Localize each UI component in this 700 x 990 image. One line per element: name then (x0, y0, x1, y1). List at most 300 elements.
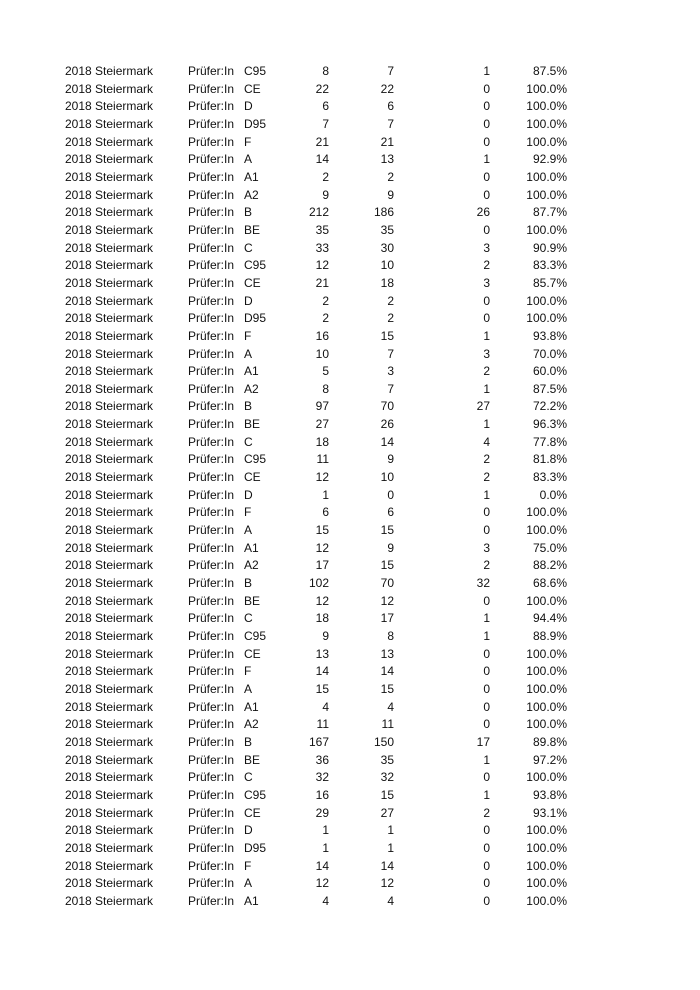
role-cell: Prüfer:In (188, 593, 235, 608)
year-region-cell: 2018 Steiermark (65, 205, 154, 220)
failed-cell: 0 (483, 134, 490, 149)
pass-rate-cell: 100.0% (526, 523, 567, 538)
license-class-cell: F (244, 858, 252, 873)
role-cell: Prüfer:In (188, 240, 235, 255)
table-row (0, 716, 700, 734)
pass-rate-cell: 100.0% (526, 505, 567, 520)
table-row (0, 840, 700, 858)
total-cell: 13 (315, 646, 329, 661)
total-cell: 22 (315, 81, 329, 96)
passed-cell: 26 (380, 417, 394, 432)
year-region-cell: 2018 Steiermark (65, 717, 154, 732)
license-class-cell: D (244, 823, 253, 838)
passed-cell: 8 (387, 629, 394, 643)
failed-cell: 0 (483, 293, 490, 308)
table-row (0, 275, 700, 293)
passed-cell: 18 (380, 275, 394, 290)
role-cell: Prüfer:In (188, 823, 235, 838)
total-cell: 35 (315, 222, 329, 237)
year-region-cell: 2018 Steiermark (65, 311, 154, 326)
table-row (0, 610, 700, 628)
license-class-cell: C95 (244, 64, 267, 78)
total-cell: 6 (322, 505, 329, 520)
total-cell: 1 (322, 840, 329, 855)
passed-cell: 12 (380, 593, 394, 608)
passed-cell: 3 (387, 364, 394, 379)
year-region-cell: 2018 Steiermark (65, 558, 154, 573)
year-region-cell: 2018 Steiermark (65, 64, 154, 78)
passed-cell: 14 (380, 664, 394, 679)
passed-cell: 6 (387, 505, 394, 520)
failed-cell: 0 (483, 169, 490, 184)
year-region-cell: 2018 Steiermark (65, 99, 154, 114)
table-row (0, 699, 700, 717)
total-cell: 10 (315, 346, 329, 361)
license-class-cell: A2 (244, 558, 259, 573)
pass-rate-cell: 83.3% (532, 470, 567, 485)
failed-cell: 0 (483, 840, 490, 855)
total-cell: 15 (315, 523, 329, 538)
table-row (0, 151, 700, 169)
pass-rate-cell: 87.7% (532, 205, 567, 220)
year-region-cell: 2018 Steiermark (65, 434, 154, 449)
total-cell: 12 (315, 470, 329, 485)
failed-cell: 0 (483, 116, 490, 131)
passed-cell: 7 (387, 116, 394, 131)
passed-cell: 4 (387, 893, 394, 908)
license-class-cell: A1 (244, 699, 259, 714)
role-cell: Prüfer:In (188, 293, 235, 308)
role-cell: Prüfer:In (188, 540, 235, 555)
failed-cell: 2 (483, 452, 490, 467)
failed-cell: 4 (483, 434, 490, 449)
passed-cell: 22 (380, 81, 394, 96)
pass-rate-cell: 100.0% (526, 187, 567, 202)
license-class-cell: A (244, 876, 253, 891)
role-cell: Prüfer:In (188, 505, 235, 520)
total-cell: 33 (315, 240, 329, 255)
table-row (0, 875, 700, 893)
license-class-cell: D (244, 99, 253, 114)
year-region-cell: 2018 Steiermark (65, 858, 154, 873)
table-row (0, 663, 700, 681)
license-class-cell: B (244, 576, 253, 591)
table-row (0, 381, 700, 399)
passed-cell: 10 (380, 258, 394, 273)
passed-cell: 30 (380, 240, 394, 255)
year-region-cell: 2018 Steiermark (65, 452, 154, 467)
total-cell: 97 (315, 399, 329, 414)
total-cell: 32 (315, 770, 329, 785)
role-cell: Prüfer:In (188, 664, 235, 679)
table-row (0, 293, 700, 311)
passed-cell: 2 (387, 311, 394, 326)
passed-cell: 150 (373, 734, 394, 749)
license-class-cell: BE (244, 222, 261, 237)
passed-cell: 6 (387, 99, 394, 114)
table-row (0, 805, 700, 823)
total-cell: 5 (322, 364, 329, 379)
role-cell: Prüfer:In (188, 346, 235, 361)
data-table (0, 63, 700, 911)
failed-cell: 0 (483, 187, 490, 202)
passed-cell: 7 (387, 346, 394, 361)
total-cell: 15 (315, 681, 329, 696)
failed-cell: 27 (476, 399, 490, 414)
total-cell: 14 (315, 152, 329, 167)
license-class-cell: C (244, 770, 253, 785)
passed-cell: 7 (387, 381, 394, 396)
passed-cell: 15 (380, 328, 394, 343)
license-class-cell: A2 (244, 187, 259, 202)
year-region-cell: 2018 Steiermark (65, 752, 154, 767)
year-region-cell: 2018 Steiermark (65, 399, 154, 414)
table-row (0, 487, 700, 505)
role-cell: Prüfer:In (188, 434, 235, 449)
role-cell: Prüfer:In (188, 611, 235, 626)
pass-rate-cell: 100.0% (526, 664, 567, 679)
pass-rate-cell: 100.0% (526, 99, 567, 114)
table-row (0, 752, 700, 770)
role-cell: Prüfer:In (188, 576, 235, 591)
failed-cell: 2 (483, 258, 490, 273)
role-cell: Prüfer:In (188, 205, 235, 220)
pass-rate-cell: 72.2% (532, 399, 567, 414)
failed-cell: 17 (476, 734, 490, 749)
pass-rate-cell: 92.9% (532, 152, 567, 167)
total-cell: 21 (315, 134, 329, 149)
license-class-cell: F (244, 328, 252, 343)
failed-cell: 0 (483, 311, 490, 326)
role-cell: Prüfer:In (188, 787, 235, 802)
role-cell: Prüfer:In (188, 752, 235, 767)
table-row (0, 469, 700, 487)
pass-rate-cell: 77.8% (532, 434, 567, 449)
failed-cell: 1 (483, 787, 490, 802)
pass-rate-cell: 100.0% (526, 876, 567, 891)
year-region-cell: 2018 Steiermark (65, 699, 154, 714)
pass-rate-cell: 100.0% (526, 293, 567, 308)
table-row (0, 116, 700, 134)
table-row (0, 593, 700, 611)
table-row (0, 434, 700, 452)
pass-rate-cell: 100.0% (526, 81, 567, 96)
pass-rate-cell: 88.9% (532, 629, 567, 643)
year-region-cell: 2018 Steiermark (65, 611, 154, 626)
failed-cell: 0 (483, 681, 490, 696)
failed-cell: 2 (483, 364, 490, 379)
failed-cell: 1 (483, 629, 490, 643)
license-class-cell: D (244, 293, 253, 308)
total-cell: 12 (315, 258, 329, 273)
table-row (0, 540, 700, 558)
passed-cell: 7 (387, 64, 394, 78)
total-cell: 167 (308, 734, 329, 749)
table-row (0, 522, 700, 540)
table-row (0, 451, 700, 469)
year-region-cell: 2018 Steiermark (65, 646, 154, 661)
role-cell: Prüfer:In (188, 64, 235, 78)
role-cell: Prüfer:In (188, 681, 235, 696)
license-class-cell: B (244, 205, 253, 220)
total-cell: 11 (316, 452, 329, 467)
pass-rate-cell: 100.0% (526, 646, 567, 661)
table-row (0, 169, 700, 187)
failed-cell: 1 (483, 417, 490, 432)
pass-rate-cell: 100.0% (526, 593, 567, 608)
total-cell: 4 (322, 699, 329, 714)
passed-cell: 14 (380, 858, 394, 873)
pass-rate-cell: 70.0% (532, 346, 567, 361)
year-region-cell: 2018 Steiermark (65, 116, 154, 131)
role-cell: Prüfer:In (188, 523, 235, 538)
table-row (0, 787, 700, 805)
passed-cell: 15 (380, 787, 394, 802)
table-row (0, 187, 700, 205)
passed-cell: 0 (387, 487, 394, 502)
pass-rate-cell: 100.0% (526, 134, 567, 149)
pass-rate-cell: 97.2% (532, 752, 567, 767)
year-region-cell: 2018 Steiermark (65, 364, 154, 379)
passed-cell: 12 (380, 876, 394, 891)
license-class-cell: A1 (244, 893, 259, 908)
role-cell: Prüfer:In (188, 116, 235, 131)
passed-cell: 35 (380, 752, 394, 767)
total-cell: 11 (316, 717, 329, 732)
year-region-cell: 2018 Steiermark (65, 417, 154, 432)
total-cell: 18 (315, 434, 329, 449)
role-cell: Prüfer:In (188, 646, 235, 661)
pass-rate-cell: 100.0% (526, 681, 567, 696)
year-region-cell: 2018 Steiermark (65, 346, 154, 361)
year-region-cell: 2018 Steiermark (65, 470, 154, 485)
total-cell: 9 (322, 187, 329, 202)
passed-cell: 15 (380, 681, 394, 696)
year-region-cell: 2018 Steiermark (65, 134, 154, 149)
total-cell: 18 (315, 611, 329, 626)
pass-rate-cell: 68.6% (532, 576, 567, 591)
role-cell: Prüfer:In (188, 734, 235, 749)
failed-cell: 2 (483, 470, 490, 485)
total-cell: 9 (322, 629, 329, 643)
failed-cell: 0 (483, 505, 490, 520)
pass-rate-cell: 75.0% (532, 540, 567, 555)
pass-rate-cell: 100.0% (526, 840, 567, 855)
license-class-cell: D (244, 487, 253, 502)
failed-cell: 0 (483, 81, 490, 96)
table-row (0, 858, 700, 876)
role-cell: Prüfer:In (188, 805, 235, 820)
failed-cell: 1 (483, 64, 490, 78)
table-row (0, 222, 700, 240)
failed-cell: 3 (483, 346, 490, 361)
role-cell: Prüfer:In (188, 275, 235, 290)
total-cell: 16 (315, 787, 329, 802)
total-cell: 6 (322, 99, 329, 114)
table-row (0, 63, 700, 81)
table-row (0, 681, 700, 699)
license-class-cell: A2 (244, 717, 259, 732)
passed-cell: 2 (387, 169, 394, 184)
role-cell: Prüfer:In (188, 258, 235, 273)
total-cell: 12 (315, 593, 329, 608)
pass-rate-cell: 83.3% (532, 258, 567, 273)
passed-cell: 186 (373, 205, 394, 220)
passed-cell: 9 (387, 452, 394, 467)
year-region-cell: 2018 Steiermark (65, 487, 154, 502)
role-cell: Prüfer:In (188, 81, 235, 96)
year-region-cell: 2018 Steiermark (65, 152, 154, 167)
license-class-cell: C (244, 434, 253, 449)
role-cell: Prüfer:In (188, 858, 235, 873)
passed-cell: 14 (380, 434, 394, 449)
license-class-cell: A (244, 681, 253, 696)
role-cell: Prüfer:In (188, 381, 235, 396)
year-region-cell: 2018 Steiermark (65, 222, 154, 237)
year-region-cell: 2018 Steiermark (65, 275, 154, 290)
failed-cell: 2 (483, 805, 490, 820)
license-class-cell: F (244, 505, 252, 520)
license-class-cell: C95 (244, 452, 267, 467)
pass-rate-cell: 93.1% (532, 805, 567, 820)
total-cell: 1 (322, 487, 329, 502)
failed-cell: 3 (483, 275, 490, 290)
failed-cell: 2 (483, 558, 490, 573)
failed-cell: 1 (483, 487, 490, 502)
role-cell: Prüfer:In (188, 470, 235, 485)
role-cell: Prüfer:In (188, 187, 235, 202)
role-cell: Prüfer:In (188, 311, 235, 326)
license-class-cell: CE (244, 646, 261, 661)
license-class-cell: D95 (244, 311, 267, 326)
pass-rate-cell: 100.0% (526, 893, 567, 908)
license-class-cell: C (244, 611, 253, 626)
year-region-cell: 2018 Steiermark (65, 805, 154, 820)
passed-cell: 9 (387, 187, 394, 202)
failed-cell: 1 (483, 752, 490, 767)
failed-cell: 0 (483, 646, 490, 661)
role-cell: Prüfer:In (188, 364, 235, 379)
license-class-cell: F (244, 664, 252, 679)
failed-cell: 32 (476, 576, 490, 591)
license-class-cell: C95 (244, 629, 267, 643)
table-row (0, 893, 700, 911)
table-row (0, 346, 700, 364)
year-region-cell: 2018 Steiermark (65, 505, 154, 520)
pass-rate-cell: 100.0% (526, 717, 567, 732)
passed-cell: 10 (380, 470, 394, 485)
license-class-cell: B (244, 399, 253, 414)
pass-rate-cell: 88.2% (532, 558, 567, 573)
passed-cell: 21 (380, 134, 394, 149)
failed-cell: 0 (483, 858, 490, 873)
table-row (0, 81, 700, 99)
total-cell: 7 (322, 116, 329, 131)
role-cell: Prüfer:In (188, 876, 235, 891)
year-region-cell: 2018 Steiermark (65, 876, 154, 891)
failed-cell: 0 (483, 222, 490, 237)
pass-rate-cell: 100.0% (526, 858, 567, 873)
pass-rate-cell: 85.7% (532, 275, 567, 290)
passed-cell: 70 (380, 399, 394, 414)
pass-rate-cell: 60.0% (532, 364, 567, 379)
pass-rate-cell: 94.4% (532, 611, 567, 626)
role-cell: Prüfer:In (188, 417, 235, 432)
total-cell: 14 (315, 664, 329, 679)
table-row (0, 310, 700, 328)
failed-cell: 0 (483, 823, 490, 838)
total-cell: 14 (315, 858, 329, 873)
passed-cell: 35 (380, 222, 394, 237)
license-class-cell: C (244, 240, 253, 255)
license-class-cell: BE (244, 593, 261, 608)
table-row (0, 98, 700, 116)
pass-rate-cell: 87.5% (532, 64, 567, 78)
passed-cell: 27 (380, 805, 394, 820)
pass-rate-cell: 100.0% (526, 169, 567, 184)
failed-cell: 3 (483, 540, 490, 555)
role-cell: Prüfer:In (188, 487, 235, 502)
total-cell: 36 (315, 752, 329, 767)
passed-cell: 1 (387, 840, 394, 855)
license-class-cell: A (244, 523, 253, 538)
table-row (0, 398, 700, 416)
year-region-cell: 2018 Steiermark (65, 328, 154, 343)
role-cell: Prüfer:In (188, 222, 235, 237)
total-cell: 4 (322, 893, 329, 908)
year-region-cell: 2018 Steiermark (65, 823, 154, 838)
license-class-cell: A2 (244, 381, 259, 396)
failed-cell: 1 (483, 328, 490, 343)
table-row (0, 557, 700, 575)
passed-cell: 70 (380, 576, 394, 591)
year-region-cell: 2018 Steiermark (65, 734, 154, 749)
total-cell: 12 (315, 876, 329, 891)
role-cell: Prüfer:In (188, 399, 235, 414)
table-row (0, 734, 700, 752)
passed-cell: 1 (387, 823, 394, 838)
total-cell: 16 (315, 328, 329, 343)
total-cell: 102 (308, 576, 329, 591)
role-cell: Prüfer:In (188, 629, 235, 643)
failed-cell: 0 (483, 770, 490, 785)
table-row (0, 240, 700, 258)
license-class-cell: CE (244, 275, 261, 290)
role-cell: Prüfer:In (188, 699, 235, 714)
year-region-cell: 2018 Steiermark (65, 240, 154, 255)
year-region-cell: 2018 Steiermark (65, 593, 154, 608)
license-class-cell: A1 (244, 364, 259, 379)
role-cell: Prüfer:In (188, 770, 235, 785)
year-region-cell: 2018 Steiermark (65, 381, 154, 396)
year-region-cell: 2018 Steiermark (65, 840, 154, 855)
total-cell: 2 (322, 293, 329, 308)
license-class-cell: F (244, 134, 252, 149)
total-cell: 29 (315, 805, 329, 820)
passed-cell: 17 (380, 611, 394, 626)
role-cell: Prüfer:In (188, 134, 235, 149)
license-class-cell: A1 (244, 540, 259, 555)
pass-rate-cell: 100.0% (526, 770, 567, 785)
role-cell: Prüfer:In (188, 558, 235, 573)
license-class-cell: CE (244, 805, 261, 820)
passed-cell: 15 (380, 523, 394, 538)
total-cell: 21 (315, 275, 329, 290)
table-row (0, 363, 700, 381)
failed-cell: 0 (483, 717, 490, 732)
total-cell: 8 (322, 381, 329, 396)
pass-rate-cell: 100.0% (526, 116, 567, 131)
